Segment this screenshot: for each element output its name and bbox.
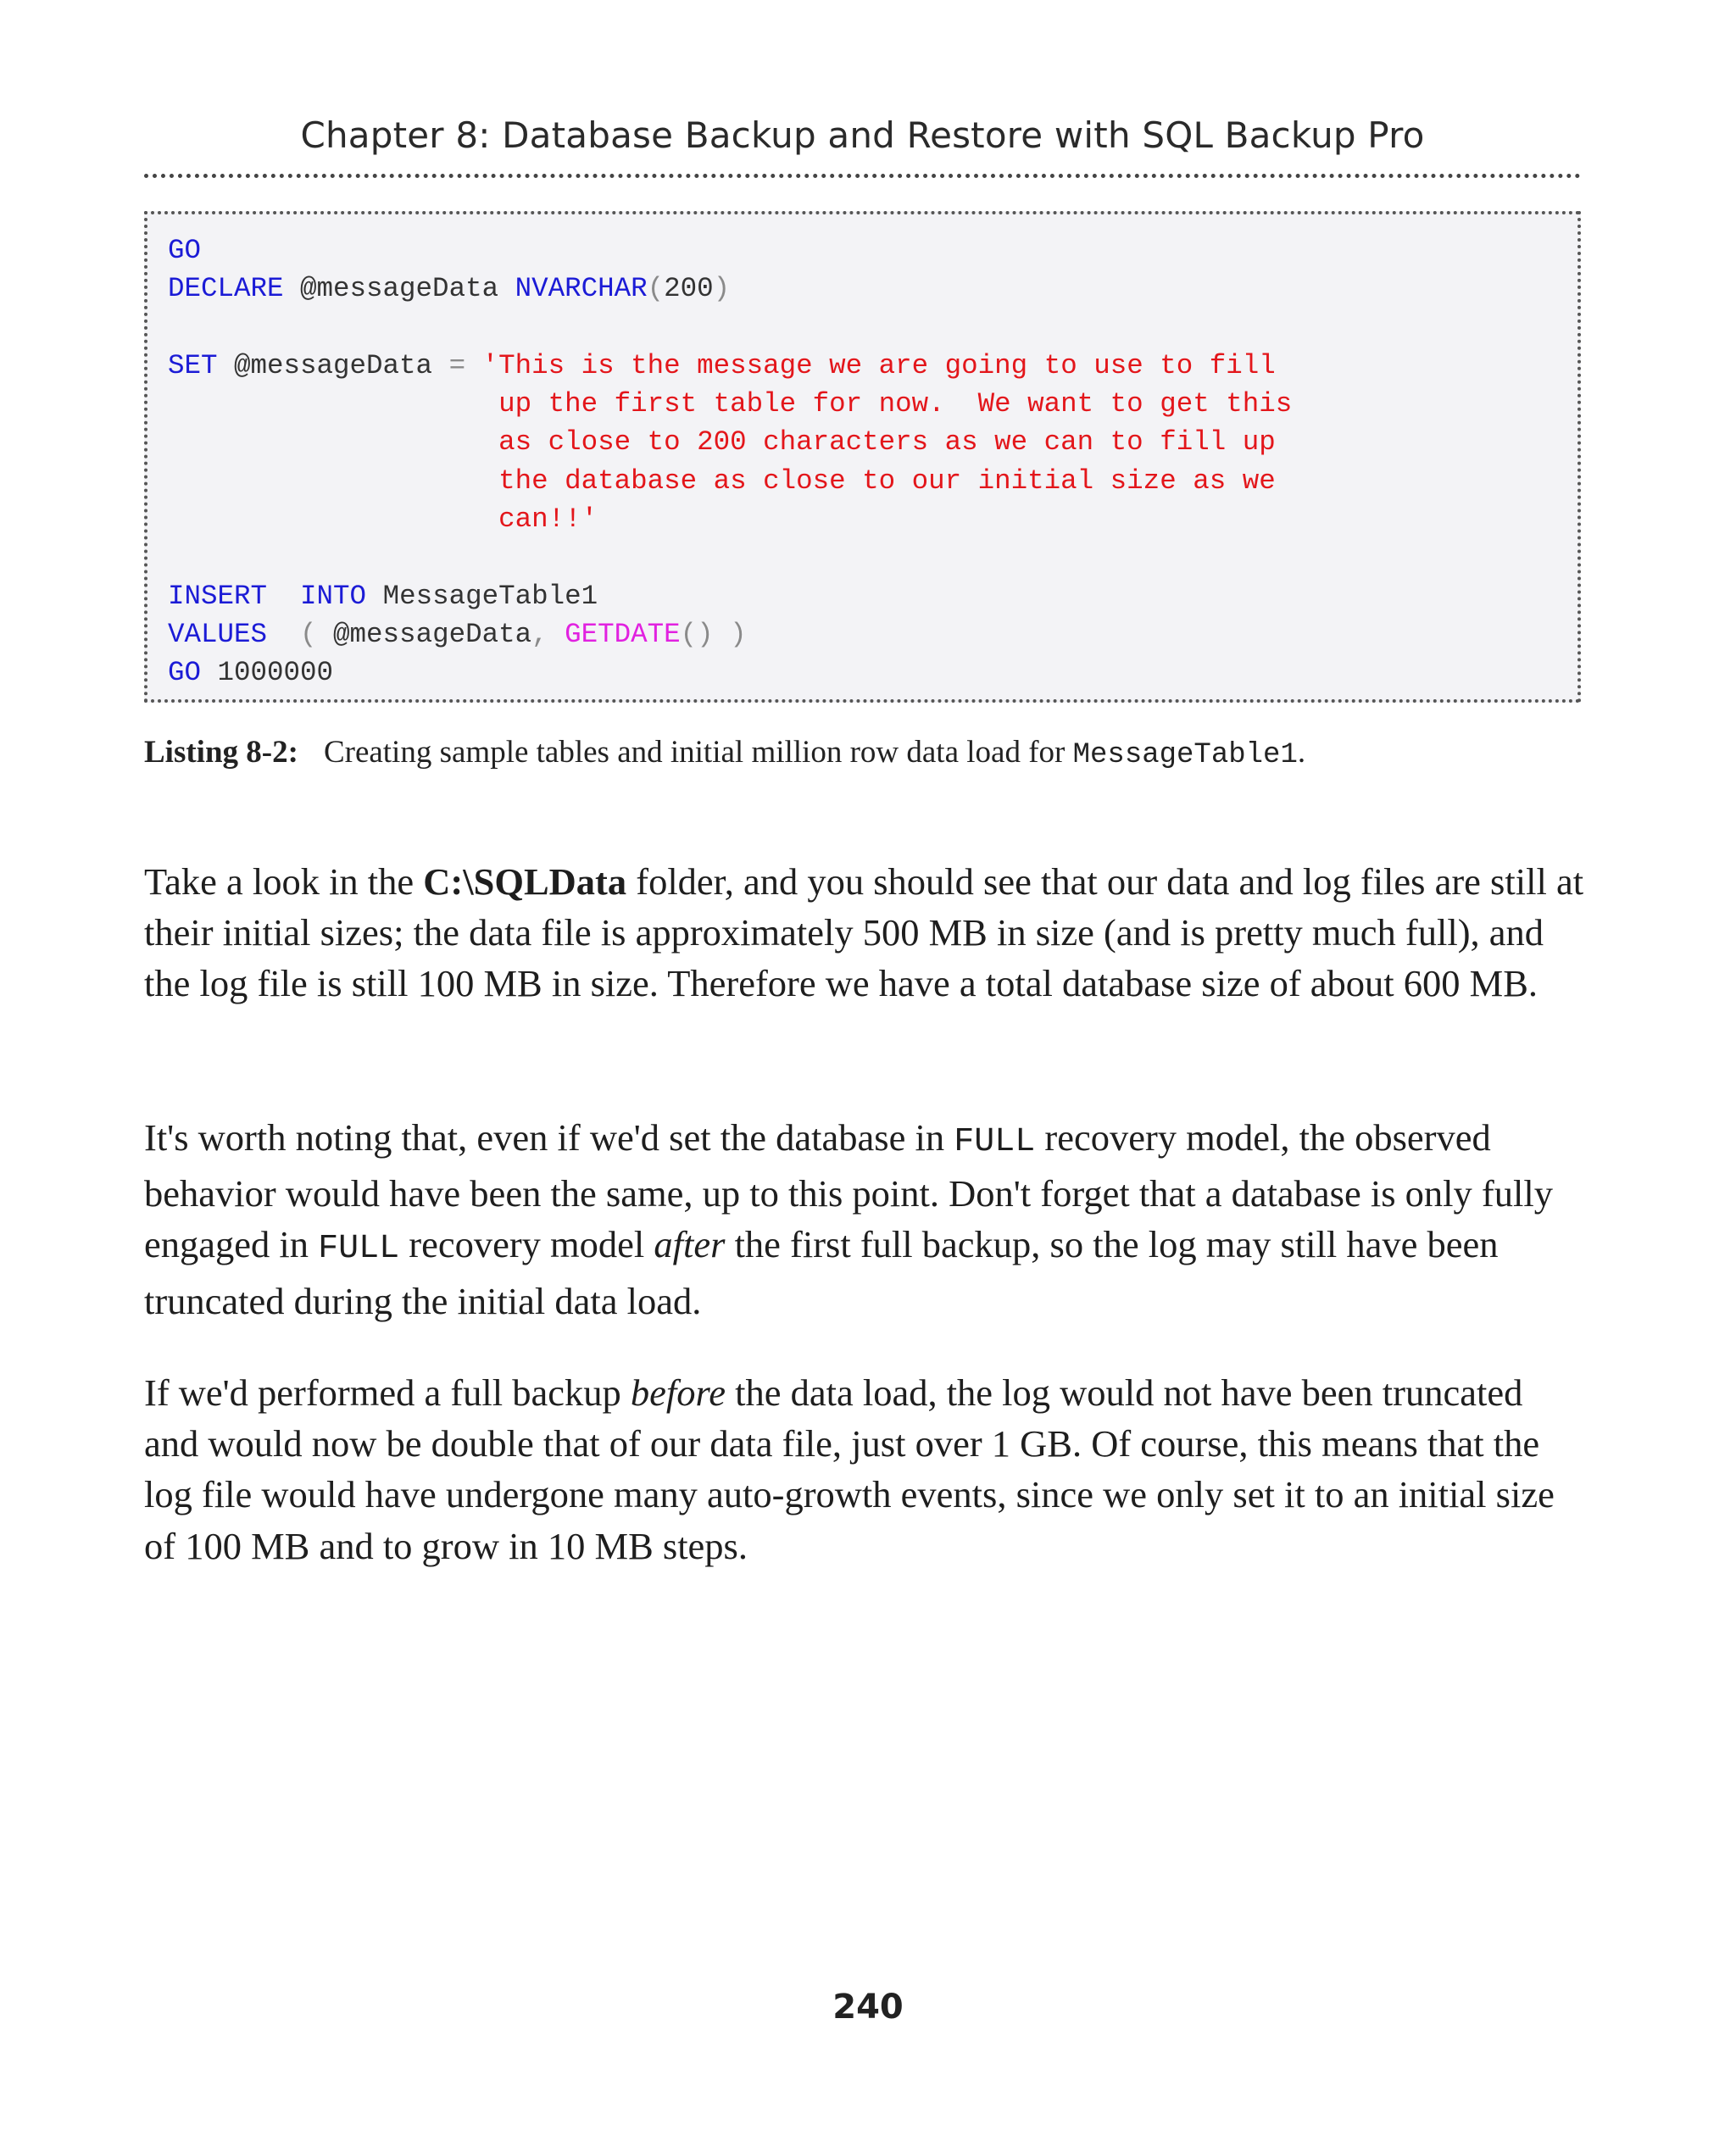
string-literal: the database as close to our initial size as we	[168, 464, 1276, 497]
listing-caption	[144, 734, 1581, 771]
paragraph-2	[144, 1112, 1585, 1326]
keyword-declare: DECLARE	[168, 273, 284, 305]
keyword-into: INTO	[300, 580, 367, 612]
code-line-5	[168, 385, 1577, 423]
keyword-insert: INSERT	[168, 580, 268, 612]
type-length: 200	[664, 273, 714, 305]
code-line-8	[168, 500, 1577, 538]
string-literal: as close to 200 characters as we can to fill up	[168, 426, 1276, 459]
paren-close: () )	[680, 618, 747, 650]
keyword-values: VALUES	[168, 618, 268, 650]
type-nvarchar: NVARCHAR	[515, 273, 648, 305]
string-literal: up the first table for now. We want to get this	[168, 388, 1293, 420]
paren-close: )	[713, 273, 731, 305]
code-listing	[144, 211, 1581, 703]
function-getdate: GETDATE	[565, 618, 681, 650]
string-literal: 'This is the message we are going to use to fill	[465, 349, 1276, 381]
code-line-11	[168, 615, 1577, 653]
code-line-7	[168, 462, 1577, 500]
caption-code: MessageTable1	[1072, 739, 1298, 771]
code-line-10	[168, 577, 1577, 615]
whitespace	[267, 581, 300, 612]
emphasis: after	[654, 1223, 726, 1266]
paragraph-text: the first full backup, so the log may still have been truncated during the initial data load.	[144, 1223, 1499, 1322]
code-line-9	[168, 538, 1577, 576]
chapter-header: Chapter 8: Database Backup and Restore with SQL Backup Pro	[300, 114, 1425, 156]
code-line-12	[168, 653, 1577, 692]
variable-name: @messageData	[217, 349, 449, 381]
variable-name: @messageData	[333, 618, 532, 650]
keyword-go: GO	[168, 657, 202, 689]
batch-count: 1000000	[201, 657, 334, 689]
code-line-2	[168, 270, 1577, 308]
paragraph-text: Take a look in the	[144, 860, 424, 903]
paragraph-text: If we'd performed a full backup	[144, 1371, 631, 1414]
variable-name: @messageData	[283, 273, 515, 305]
code-line-3	[168, 309, 1577, 347]
inline-code: FULL	[318, 1230, 400, 1269]
page-number: 240	[832, 1988, 904, 2027]
paragraph-text: It's worth noting that, even if we'd set the database in	[144, 1116, 954, 1159]
table-name: MessageTable1	[366, 580, 598, 612]
caption-label: Listing 8-2:	[144, 735, 298, 770]
paragraph-text: the data load, the log would not have been truncated and would now be double that of our data file, just over 1 GB. Of course, this means that the log file would have undergone many auto-growth events, since we only set it to an initial size of 100 MB and to grow in 10 MB steps.	[144, 1371, 1555, 1567]
paren-open: (	[647, 273, 665, 305]
inline-code: FULL	[954, 1123, 1036, 1161]
string-literal: can!!'	[168, 503, 598, 536]
paragraph-1	[144, 856, 1585, 1009]
code-line-1	[168, 231, 1577, 270]
code-line-6	[168, 423, 1577, 461]
paren-open: (	[267, 618, 334, 650]
caption-end: .	[1297, 735, 1306, 770]
folder-path: C:\SQLData	[423, 860, 627, 903]
header-divider	[144, 174, 1581, 178]
equals-sign: =	[448, 349, 466, 381]
paragraph-text: recovery model	[399, 1223, 654, 1266]
emphasis: before	[630, 1371, 726, 1414]
caption-text: Creating sample tables and initial million row data load for	[323, 735, 1073, 770]
paragraph-3	[144, 1367, 1585, 1571]
keyword-go: GO	[168, 235, 202, 266]
paragraph-text: recovery model, the observed behavior would have been the same, up to this point. Don't forget that a database is only fully engaged in	[144, 1116, 1553, 1266]
keyword-set: SET	[168, 349, 218, 381]
code-line-4	[168, 347, 1577, 385]
paragraph-text: folder, and you should see that our data and log files are still at their initial sizes; the data file is approximately 500 MB in size (and is pretty much full), and the log file is still 100 MB in size. Therefore we have a total database size of about 600 MB.	[144, 860, 1584, 1005]
comma: ,	[531, 618, 565, 650]
